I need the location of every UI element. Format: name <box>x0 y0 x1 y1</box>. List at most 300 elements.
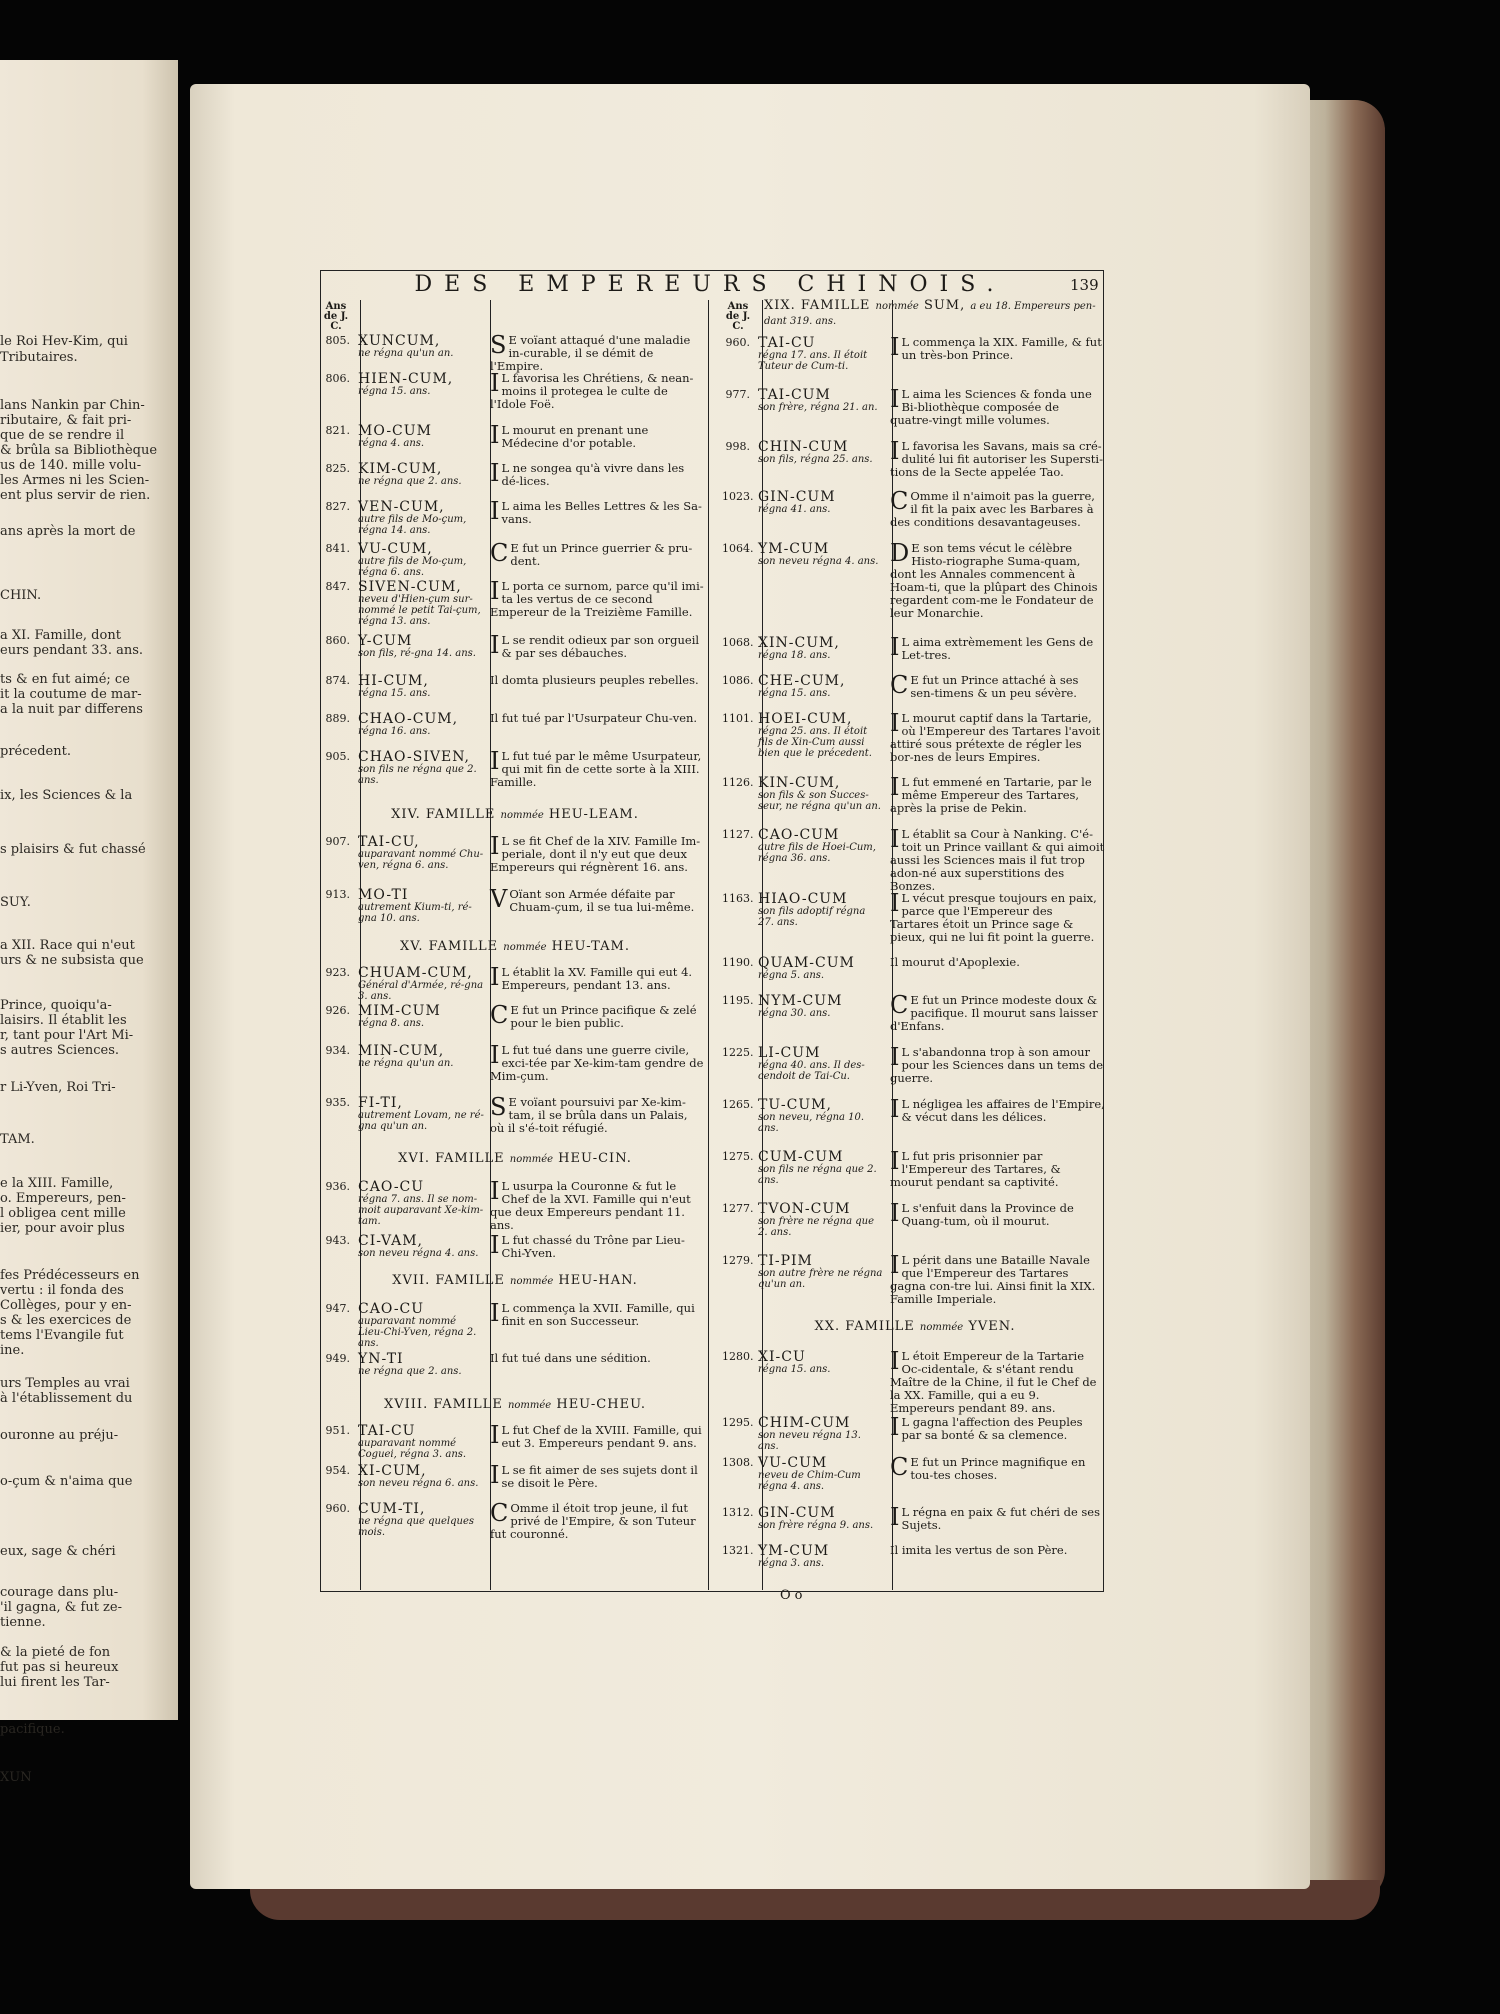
drop-cap: I <box>490 1231 500 1259</box>
family-name: HEU-HAN. <box>553 1273 638 1288</box>
left-page-text: ributaire, & fait pri- <box>0 413 132 428</box>
emperor-name: HIEN-CUM, <box>358 371 454 387</box>
row-emperor <box>358 1044 484 1069</box>
drop-cap: I <box>490 369 500 397</box>
family-name: HEU-TAM. <box>546 939 630 954</box>
left-page-text: Prince, quoiqu'a- <box>0 998 112 1013</box>
row-emperor <box>758 1098 884 1134</box>
row-description <box>490 497 705 526</box>
drop-cap: I <box>490 832 500 860</box>
emperor-reign: ne régna qu'un an. <box>358 1058 454 1069</box>
left-page-text: a XI. Famille, dont <box>0 628 121 643</box>
row-description <box>890 437 1105 479</box>
emperor-name: MO-CUM <box>358 423 432 439</box>
description-text: L fut tué par le même Usurpateur, qui mit fin de cette sorte à la XIII. Famille. <box>490 749 702 789</box>
drop-cap: I <box>490 1041 500 1069</box>
row-year: 934. <box>325 1044 350 1057</box>
emperor-name: CHUAM-CUM, <box>358 965 473 981</box>
emperor-name: CI-VAM, <box>358 1233 424 1249</box>
row-description <box>490 577 705 619</box>
emperor-reign: auparavant nommé Chu-ven, régna 6. ans. <box>358 849 484 871</box>
row-description <box>890 633 1105 662</box>
row-description <box>490 674 705 687</box>
emperor-name: FI-TI, <box>358 1095 403 1111</box>
drop-cap: I <box>890 1095 900 1123</box>
emperor-name: NYM-CUM <box>758 993 843 1009</box>
row-description <box>490 1231 705 1260</box>
row-year: 1275. <box>722 1150 754 1163</box>
right-header-family <box>764 298 1104 328</box>
row-description <box>890 1347 1105 1415</box>
drop-cap: I <box>890 1413 900 1441</box>
description-text: Il fut tué par l'Usurpateur Chu-ven. <box>490 711 698 725</box>
row-year: 1265. <box>722 1098 754 1111</box>
emperor-name: Y-CUM <box>358 633 413 649</box>
left-page-text: CHIN. <box>0 588 42 603</box>
row-emperor <box>758 636 884 661</box>
emperor-reign: régna 15. ans. <box>358 386 431 397</box>
drop-cap: D <box>890 539 910 567</box>
emperor-reign: ne régna que 2. ans. <box>358 1366 462 1377</box>
left-page-text: 'il gagna, & fut ze- <box>0 1600 122 1615</box>
row-emperor <box>358 580 484 627</box>
col-head-left: Ans de J. C. <box>323 301 349 332</box>
row-year: 943. <box>325 1234 350 1247</box>
row-description <box>490 1177 705 1232</box>
row-year: 806. <box>325 372 350 385</box>
drop-cap: I <box>490 1461 500 1489</box>
row-year: 907. <box>325 835 350 848</box>
emperor-reign: autrement Kium-ti, ré-gna 10. ans. <box>358 902 472 924</box>
row-year: 1023. <box>722 490 754 503</box>
description-text: E fut un Prince modeste doux & pacifique. Il mourut sans laisser d'Enfans. <box>890 993 1098 1033</box>
family-note: a eu 18. Empereurs pen-dant 319. ans. <box>764 301 1096 327</box>
left-page-text: s & les exercices de <box>0 1313 132 1328</box>
row-emperor <box>758 542 884 567</box>
family-heading <box>322 808 708 823</box>
emperor-reign: son frère ne régna que 2. ans. <box>758 1216 875 1238</box>
drop-cap: I <box>490 1177 500 1205</box>
emperor-reign: autre fils de Mo-çum, régna 14. ans. <box>358 514 467 536</box>
drop-cap: C <box>890 487 909 515</box>
row-description <box>890 991 1105 1033</box>
emperor-reign: son fils, ré-gna 14. ans. <box>358 648 476 659</box>
row-emperor <box>758 712 884 759</box>
left-page-text: fut pas si heureux <box>0 1660 119 1675</box>
drop-cap: V <box>490 885 508 913</box>
left-page <box>0 60 178 1785</box>
emperor-name: KIN-CUM, <box>758 775 841 791</box>
description-text: Il domta plusieurs peuples rebelles. <box>490 673 699 687</box>
row-emperor <box>358 1096 484 1132</box>
row-year: 951. <box>325 1424 350 1437</box>
drop-cap: I <box>890 1251 900 1279</box>
left-page-text: o. Empereurs, pen- <box>0 1191 126 1206</box>
drop-cap: C <box>490 1499 509 1527</box>
left-page-text: e la XIII. Famille, <box>0 1176 114 1191</box>
emperor-name: CHAO-SIVEN, <box>358 749 471 765</box>
row-description <box>890 385 1105 427</box>
description-text: E voïant poursuivi par Xe-kim-tam, il se brûla dans un Palais, où il s'é-toit réfugié. <box>490 1095 688 1135</box>
row-year: 847. <box>325 580 350 593</box>
family-kw: nommée <box>507 1400 552 1411</box>
description-text: E fut un Prince magnifique en tou-tes choses. <box>910 1455 1086 1482</box>
emperor-name: GIN-CUM <box>758 489 836 505</box>
description-text: L aima les Sciences & fonda une Bi-bliothèque composée de quatre-vingt mille volumes. <box>890 387 1092 427</box>
row-emperor <box>758 388 884 413</box>
drop-cap: I <box>890 1503 900 1531</box>
row-emperor <box>758 1544 884 1569</box>
emperor-name: CHAO-CUM, <box>358 711 459 727</box>
row-year: 923. <box>325 966 350 979</box>
emperor-name: MO-TI <box>358 887 409 903</box>
row-year: 827. <box>325 500 350 513</box>
family-label: XV. FAMILLE <box>400 939 504 954</box>
description-text: Oïant son Armée défaite par Chuam-çum, il se tua lui-même. <box>509 887 695 914</box>
row-emperor <box>358 750 484 786</box>
left-page-text: à l'établissement du <box>0 1391 133 1406</box>
row-year: 960. <box>725 336 750 349</box>
emperor-reign: son autre frère ne régna qu'un an. <box>758 1268 883 1290</box>
emperor-name: MIM-CUM <box>358 1003 441 1019</box>
emperor-reign: régna 41. ans. <box>758 504 831 515</box>
drop-cap: I <box>490 497 500 525</box>
row-description <box>890 1544 1105 1557</box>
emperor-reign: autre fils de Hoei-Cum, régna 36. ans. <box>758 842 876 864</box>
row-description <box>490 832 705 874</box>
row-description <box>490 1461 705 1490</box>
row-description <box>490 1001 705 1030</box>
emperor-name: TI-PIM <box>758 1253 813 1269</box>
drop-cap: S <box>490 1093 507 1121</box>
row-description <box>490 1093 705 1135</box>
emperor-name: XI-CU <box>758 1349 806 1365</box>
drop-cap: S <box>490 331 507 359</box>
row-description <box>890 1043 1105 1085</box>
row-year: 874. <box>325 674 350 687</box>
row-year: 926. <box>325 1004 350 1017</box>
emperor-reign: neveu de Chim-Cum régna 4. ans. <box>758 1470 861 1492</box>
emperor-name: VEN-CUM, <box>358 499 445 515</box>
row-year: 905. <box>325 750 350 763</box>
description-text: L s'enfuit dans la Province de Quang-tum, où il mourut. <box>901 1201 1074 1228</box>
drop-cap: C <box>490 539 509 567</box>
emperor-reign: régna 40. ans. Il des-cendoit de Tai-Cu. <box>758 1060 865 1082</box>
drop-cap: C <box>890 671 909 699</box>
emperor-name: HOEI-CUM, <box>758 711 853 727</box>
description-text: L fut tué dans une guerre civile, exci-tée par Xe-kim-tam gendre de Mim-çum. <box>490 1043 704 1083</box>
row-emperor <box>358 1180 484 1227</box>
left-page-text: lans Nankin par Chin- <box>0 398 145 413</box>
description-text: L s'abandonna trop à son amour pour les Sciences dans un tems de guerre. <box>890 1045 1104 1085</box>
emperor-name: HIAO-CUM <box>758 891 848 907</box>
emperor-reign: son neveu régna 4. ans. <box>758 556 879 567</box>
left-page-text: ix, les Sciences & la <box>0 788 133 803</box>
emperor-name: VU-CUM, <box>358 541 433 557</box>
row-emperor <box>358 674 484 699</box>
emperor-name: KIM-CUM, <box>358 461 443 477</box>
left-page-text: vertu : il fonda des <box>0 1283 124 1298</box>
left-page-text: que de se rendre il <box>0 428 125 443</box>
description-text: L établit la XV. Famille qui eut 4. Empereurs, pendant 13. ans. <box>501 965 693 992</box>
left-page-text: ent plus servir de rien. <box>0 488 151 503</box>
emperor-reign: son fils adoptif régna 27. ans. <box>758 906 866 928</box>
row-year: 860. <box>325 634 350 647</box>
row-description <box>890 539 1105 620</box>
row-emperor <box>758 674 884 699</box>
drop-cap: I <box>890 333 900 361</box>
row-description <box>490 963 705 992</box>
description-text: L usurpa la Couronne & fut le Chef de la XVI. Famille qui n'eut que deux Empereurs pendant 11. ans. <box>490 1179 691 1232</box>
row-description <box>890 333 1105 362</box>
row-description <box>890 1413 1105 1442</box>
description-text: Il fut tué dans une sédition. <box>490 1351 651 1365</box>
left-page-text: s autres Sciences. <box>0 1043 120 1058</box>
left-page-text: r, tant pour l'Art Mi- <box>0 1028 134 1043</box>
row-description <box>490 631 705 660</box>
emperor-name: CUM-TI, <box>358 1501 426 1517</box>
row-year: 1280. <box>722 1350 754 1363</box>
page-title: DES EMPEREURS CHINOIS. <box>414 272 1006 297</box>
row-description <box>890 825 1105 893</box>
description-text: L périt dans une Bataille Navale que l'Empereur des Tartares gagna con-tre lui. Ainsi finit la XIX. Famille Imperiale. <box>890 1253 1096 1306</box>
left-page-text: ouronne au préju- <box>0 1428 119 1443</box>
row-emperor <box>358 1234 484 1259</box>
row-description <box>890 1251 1105 1306</box>
emperor-reign: régna 17. ans. Il étoit Tuteur de Cum-ti. <box>758 350 868 372</box>
family-kw: nommée <box>875 301 919 312</box>
row-emperor <box>758 1046 884 1082</box>
family-label: XIV. FAMILLE <box>391 807 501 822</box>
row-description <box>490 712 705 725</box>
row-year: 935. <box>325 1096 350 1109</box>
row-emperor <box>758 1150 884 1186</box>
left-page-text: fes Prédécesseurs en <box>0 1268 140 1283</box>
row-emperor <box>758 892 884 928</box>
description-text: L aima extrèmement les Gens de Let-tres. <box>901 635 1094 662</box>
row-emperor <box>358 1464 484 1489</box>
emperor-name: CAO-CU <box>358 1301 425 1317</box>
emperor-reign: son fils ne régna que 2. ans. <box>758 1164 877 1186</box>
row-year: 947. <box>325 1302 350 1315</box>
family-name: HEU-LEAM. <box>543 807 639 822</box>
row-year: 1308. <box>722 1456 754 1469</box>
description-text: E fut un Prince guerrier & pru-dent. <box>510 541 693 568</box>
row-year: 1277. <box>722 1202 754 1215</box>
description-text: L aima les Belles Lettres & les Sa-vans. <box>501 499 702 526</box>
family-heading <box>322 1274 708 1289</box>
left-page-text: courage dans plu- <box>0 1585 119 1600</box>
left-page-text: eux, sage & chéri <box>0 1544 116 1559</box>
left-page-text: r Li-Yven, Roi Tri- <box>0 1080 116 1095</box>
emperor-reign: autrement Lovam, ne ré-gna qu'un an. <box>358 1110 484 1132</box>
emperor-reign: autre fils de Mo-çum, régna 6. ans. <box>358 556 467 578</box>
left-page-text: les Armes ni les Scien- <box>0 473 150 488</box>
description-text: E voïant attaqué d'une maladie in-curable, il se démit de l'Empire. <box>490 333 691 373</box>
emperor-name: MIN-CUM, <box>358 1043 445 1059</box>
drop-cap: I <box>890 1043 900 1071</box>
emperor-reign: auparavant nommé Lieu-Chi-Yven, régna 2. ans. <box>358 1316 477 1349</box>
description-text: E fut un Prince pacifique & zelé pour le bien public. <box>510 1003 697 1030</box>
emperor-reign: régna 25. ans. Il étoit fils de Xin-Cum aussi bien que le précedent. <box>758 726 872 759</box>
drop-cap: C <box>890 1453 909 1481</box>
left-page-text: urs Temples au vrai <box>0 1376 130 1391</box>
row-description <box>490 539 705 568</box>
row-emperor <box>758 1350 884 1375</box>
row-emperor <box>358 500 484 536</box>
row-year: 1321. <box>722 1544 754 1557</box>
rule-middle <box>708 300 709 1590</box>
row-description <box>490 421 705 450</box>
row-emperor <box>758 956 884 981</box>
row-emperor <box>758 1202 884 1238</box>
row-year: 1101. <box>722 712 754 725</box>
row-emperor <box>358 1424 484 1460</box>
description-text: L régna en paix & fut chéri de ses Sujets. <box>901 1505 1101 1532</box>
description-text: L fut pris prisonnier par l'Empereur des Tartares, & mourut pendant sa captivité. <box>890 1149 1061 1189</box>
emperor-name: CHIN-CUM <box>758 439 849 455</box>
emperor-name: TAI-CU <box>758 335 816 351</box>
family-heading <box>322 1152 708 1167</box>
description-text: L commença la XIX. Famille, & fut un très-bon Prince. <box>901 335 1102 362</box>
emperor-reign: régna 15. ans. <box>758 1364 831 1375</box>
row-year: 1163. <box>722 892 754 905</box>
row-description <box>890 773 1105 815</box>
description-text: L fut Chef de la XVIII. Famille, qui eut 3. Empereurs pendant 9. ans. <box>501 1423 702 1450</box>
row-year: 889. <box>325 712 350 725</box>
description-text: E son tems vécut le célèbre Histo-riographe Suma-quam, dont les Annales commencent à Hoam-ti, que la plûpart des Chinois regardent com-me le Fondateur de leur Monarchie. <box>890 541 1098 620</box>
row-emperor <box>758 994 884 1019</box>
row-description <box>890 1503 1105 1532</box>
left-page-text: l obligea cent mille <box>0 1206 126 1221</box>
description-text: Il imita les vertus de son Père. <box>890 1543 1068 1557</box>
drop-cap: I <box>890 709 900 737</box>
description-text: L mourut en prenant une Médecine d'or potable. <box>501 423 649 450</box>
row-year: 1127. <box>722 828 754 841</box>
left-page-text: ans après la mort de <box>0 524 136 539</box>
row-description <box>490 1041 705 1083</box>
row-description <box>890 709 1105 764</box>
emperor-name: YM-CUM <box>758 541 830 557</box>
row-emperor <box>358 1502 484 1538</box>
drop-cap: I <box>890 385 900 413</box>
emperor-name: YM-CUM <box>758 1543 830 1559</box>
row-year: 821. <box>325 424 350 437</box>
description-text: L porta ce surnom, parce qu'il imi-ta les vertus de ce second Empereur de la Treizième Famille. <box>490 579 704 619</box>
row-description <box>890 1095 1105 1124</box>
row-year: 1190. <box>722 956 754 969</box>
family-heading <box>322 940 708 955</box>
emperor-reign: son neveu régna 4. ans. <box>358 1248 479 1259</box>
drop-cap: I <box>890 1347 900 1375</box>
description-text: L vécut presque toujours en paix, parce que l'Empereur des Tartares étoit un Prince sage & pieux, qui ne lui fit point la guerre. <box>890 891 1097 944</box>
description-text: L établit sa Cour à Nanking. C'é-toit un Prince vaillant & qui aimoit aussi les Sciences mais il fut trop adon-né aux superstitions des Bonzes. <box>890 827 1105 893</box>
emperor-reign: régna 15. ans. <box>358 688 431 699</box>
emperor-reign: son frère, régna 21. an. <box>758 402 878 413</box>
description-text: L se fit Chef de la XIV. Famille Im-periale, dont il n'y eut que deux Empereurs qui régnèrent 16. ans. <box>490 834 701 874</box>
left-page-text: ts & en fut aimé; ce <box>0 672 130 687</box>
emperor-name: CHIM-CUM <box>758 1415 851 1431</box>
row-description <box>890 889 1105 944</box>
row-year: 1312. <box>722 1506 754 1519</box>
row-year: 1064. <box>722 542 754 555</box>
row-description <box>490 369 705 411</box>
row-year: 954. <box>325 1464 350 1477</box>
emperor-reign: régna 5. ans. <box>758 970 825 981</box>
family-kw: nommée <box>510 1276 554 1287</box>
emperor-reign: régna 8. ans. <box>358 1018 425 1029</box>
emperor-name: GIN-CUM <box>758 1505 836 1521</box>
emperor-reign: son frère régna 9. ans. <box>758 1520 874 1531</box>
description-text: L commença la XVII. Famille, qui finit en son Successeur. <box>501 1301 695 1328</box>
description-text: L ne songea qu'à vivre dans les dé-lices. <box>501 461 685 488</box>
row-emperor <box>358 372 484 397</box>
row-emperor <box>758 1456 884 1492</box>
emperor-reign: neveu d'Hien-çum sur-nommé le petit Tai-çum, régna 13. ans. <box>358 594 481 627</box>
left-page-text: tienne. <box>0 1615 46 1630</box>
left-page-text: laisirs. Il établit les <box>0 1013 127 1028</box>
row-emperor <box>358 1004 484 1029</box>
row-year: 913. <box>325 888 350 901</box>
left-page-text: XUN <box>0 1770 32 1785</box>
col-head-right: Ans de J. C. <box>725 301 751 332</box>
row-year: 1279. <box>722 1254 754 1267</box>
family-label: XVI. FAMILLE <box>398 1151 510 1166</box>
emperor-reign: régna 16. ans. <box>358 726 431 737</box>
left-page-text: o-çum & n'aima que <box>0 1474 133 1489</box>
family-kw: nommée <box>503 942 547 953</box>
drop-cap: I <box>890 633 900 661</box>
left-page-text: us de 140. mille volu- <box>0 458 142 473</box>
emperor-name: QUAM-CUM <box>758 955 855 971</box>
description-text: L favorisa les Savans, mais sa cré-dulité lui fit autoriser les Supersti-tions de la Secte appelée Tao. <box>890 439 1103 479</box>
family-name: SUM, <box>923 298 966 313</box>
left-page-text: s plaisirs & fut chassé <box>0 842 146 857</box>
row-year: 1068. <box>722 636 754 649</box>
description-text: Omme il n'aimoit pas la guerre, il fit la paix avec les Barbares à des conditions desavantageuses. <box>890 489 1095 529</box>
row-year: 1295. <box>722 1416 754 1429</box>
row-description <box>490 459 705 488</box>
drop-cap: I <box>890 889 900 917</box>
description-text: L gagna l'affection des Peuples par sa bonté & sa clemence. <box>901 1415 1083 1442</box>
row-year: 936. <box>325 1180 350 1193</box>
left-page-text: & brûla sa Bibliothèque <box>0 443 158 458</box>
row-year: 825. <box>325 462 350 475</box>
left-page-text: pacifique. <box>0 1722 65 1737</box>
drop-cap: I <box>490 1299 500 1327</box>
emperor-reign: ne régna que quelques mois. <box>358 1516 475 1538</box>
row-emperor <box>358 966 484 1002</box>
emperor-reign: régna 3. ans. <box>758 1558 825 1569</box>
row-year: 841. <box>325 542 350 555</box>
row-year: 1195. <box>722 994 754 1007</box>
description-text: E fut un Prince attaché à ses sen-timens & un peu sévère. <box>910 673 1079 700</box>
row-emperor <box>358 462 484 487</box>
left-page-text: lui firent les Tar- <box>0 1675 110 1690</box>
row-emperor <box>758 1254 884 1290</box>
family-kw: nommée <box>919 1322 964 1333</box>
left-page-text: ier, pour avoir plus <box>0 1221 125 1236</box>
description-text: L fut emmené en Tartarie, par le même Empereur des Tartares, après la prise de Pekin. <box>890 775 1092 815</box>
description-text: L fut chassé du Trône par Lieu-Chi-Yven. <box>501 1233 685 1260</box>
row-description <box>490 1421 705 1450</box>
left-page-text: Tributaires. <box>0 350 78 365</box>
emperor-name: YN-TI <box>358 1351 404 1367</box>
drop-cap: I <box>890 437 900 465</box>
emperor-reign: régna 7. ans. Il se nom-moit auparavant Xe-kim-tam. <box>358 1194 484 1227</box>
row-emperor <box>758 828 884 864</box>
emperor-reign: son neveu régna 6. ans. <box>358 1478 479 1489</box>
